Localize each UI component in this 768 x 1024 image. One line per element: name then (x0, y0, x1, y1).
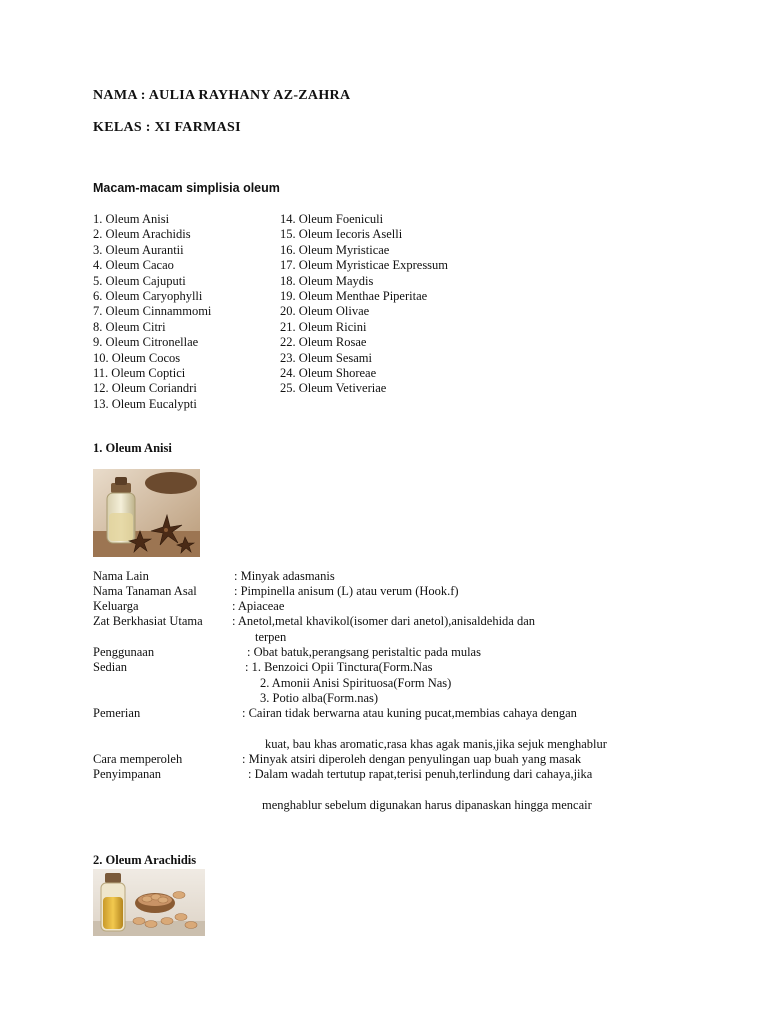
label-cara-memperoleh: Cara memperoleh (93, 752, 183, 766)
section-title-anisi: 1. Oleum Anisi (93, 441, 172, 455)
list-title: Macam-macam simplisia oleum (93, 181, 280, 195)
list-item: 10. Oleum Cocos (93, 350, 181, 365)
label-penggunaan: Penggunaan (93, 645, 155, 659)
label-zat-berkhasiat: Zat Berkhasiat Utama (93, 614, 203, 628)
list-item: 18. Oleum Maydis (280, 273, 374, 288)
list-item: 9. Oleum Citronellae (93, 335, 199, 350)
list-item: 25. Oleum Vetiveriae (280, 381, 387, 396)
value-sediaan-2: 2. Amonii Anisi Spirituosa(Form Nas) (260, 676, 452, 690)
oleum-list-left (93, 212, 211, 412)
value-zat-berkhasiat: : Anetol,metal khavikol(isomer dari anetol),anisaldehida dan (232, 614, 536, 628)
label-tanaman-asal: Nama Tanaman Asal (93, 584, 197, 598)
list-item: 5. Oleum Cajuputi (93, 273, 186, 288)
list-item: 8. Oleum Citri (93, 319, 166, 334)
label-nama-lain: Nama Lain (93, 569, 149, 583)
list-item: 3. Oleum Aurantii (93, 242, 184, 257)
list-item: 6. Oleum Caryophylli (93, 289, 203, 304)
list-item: 7. Oleum Cinnammomi (93, 304, 212, 319)
value-pemerian: : Cairan tidak berwarna atau kuning pucat,membias cahaya dengan (242, 706, 577, 720)
section-title-arachidis: 2. Oleum Arachidis (93, 853, 197, 867)
list-item: 1. Oleum Anisi (93, 212, 170, 226)
value-zat-berkhasiat-cont: terpen (255, 630, 287, 644)
label-keluarga: Keluarga (93, 599, 139, 613)
student-name: NAMA : AULIA RAYHANY AZ-ZAHRA (93, 88, 351, 103)
value-nama-lain: : Minyak adasmanis (234, 569, 335, 583)
list-item: 12. Oleum Coriandri (93, 381, 197, 396)
list-item: 20. Oleum Olivae (280, 304, 370, 319)
list-item: 4. Oleum Cacao (93, 258, 174, 273)
label-pemerian: Pemerian (93, 706, 141, 720)
anise-oil-photo (93, 469, 200, 557)
value-cara-memperoleh: : Minyak atsiri diperoleh dengan penyulingan uap buah yang masak (242, 752, 582, 766)
list-item: 15. Oleum Iecoris Aselli (280, 227, 403, 242)
list-item: 13. Oleum Eucalypti (93, 396, 197, 411)
student-class: KELAS : XI FARMASI (93, 120, 241, 135)
value-penggunaan: : Obat batuk,perangsang peristaltic pada mulas (247, 645, 481, 659)
label-sediaan: Sedian (93, 660, 128, 674)
oleum-list-right (280, 212, 448, 397)
label-penyimpanan: Penyimpanan (93, 767, 162, 781)
list-item: 17. Oleum Myristicae Expressum (280, 258, 449, 273)
value-sediaan-3: 3. Potio alba(Form.nas) (260, 691, 379, 705)
value-sediaan-1: : 1. Benzoici Opii Tinctura(Form.Nas (245, 660, 433, 674)
list-item: 16. Oleum Myristicae (280, 242, 390, 257)
value-penyimpanan: : Dalam wadah tertutup rapat,terisi penuh,terlindung dari cahaya,jika (248, 767, 593, 781)
list-item: 23. Oleum Sesami (280, 350, 373, 365)
value-penyimpanan-cont: menghablur sebelum digunakan harus dipanaskan hingga mencair (262, 798, 592, 812)
list-item: 14. Oleum Foeniculi (280, 212, 384, 226)
list-item: 2. Oleum Arachidis (93, 227, 191, 242)
value-keluarga: : Apiaceae (232, 599, 285, 613)
list-item: 19. Oleum Menthae Piperitae (280, 289, 428, 304)
list-item: 11. Oleum Coptici (93, 366, 186, 381)
value-tanaman-asal: : Pimpinella anisum (L) atau verum (Hook.f) (234, 584, 459, 598)
list-item: 22. Oleum Rosae (280, 335, 367, 350)
peanut-oil-photo (93, 869, 205, 936)
list-item: 21. Oleum Ricini (280, 319, 367, 334)
value-pemerian-cont: kuat, bau khas aromatic,rasa khas agak manis,jika sejuk menghablur (265, 737, 607, 751)
list-item: 24. Oleum Shoreae (280, 366, 377, 381)
